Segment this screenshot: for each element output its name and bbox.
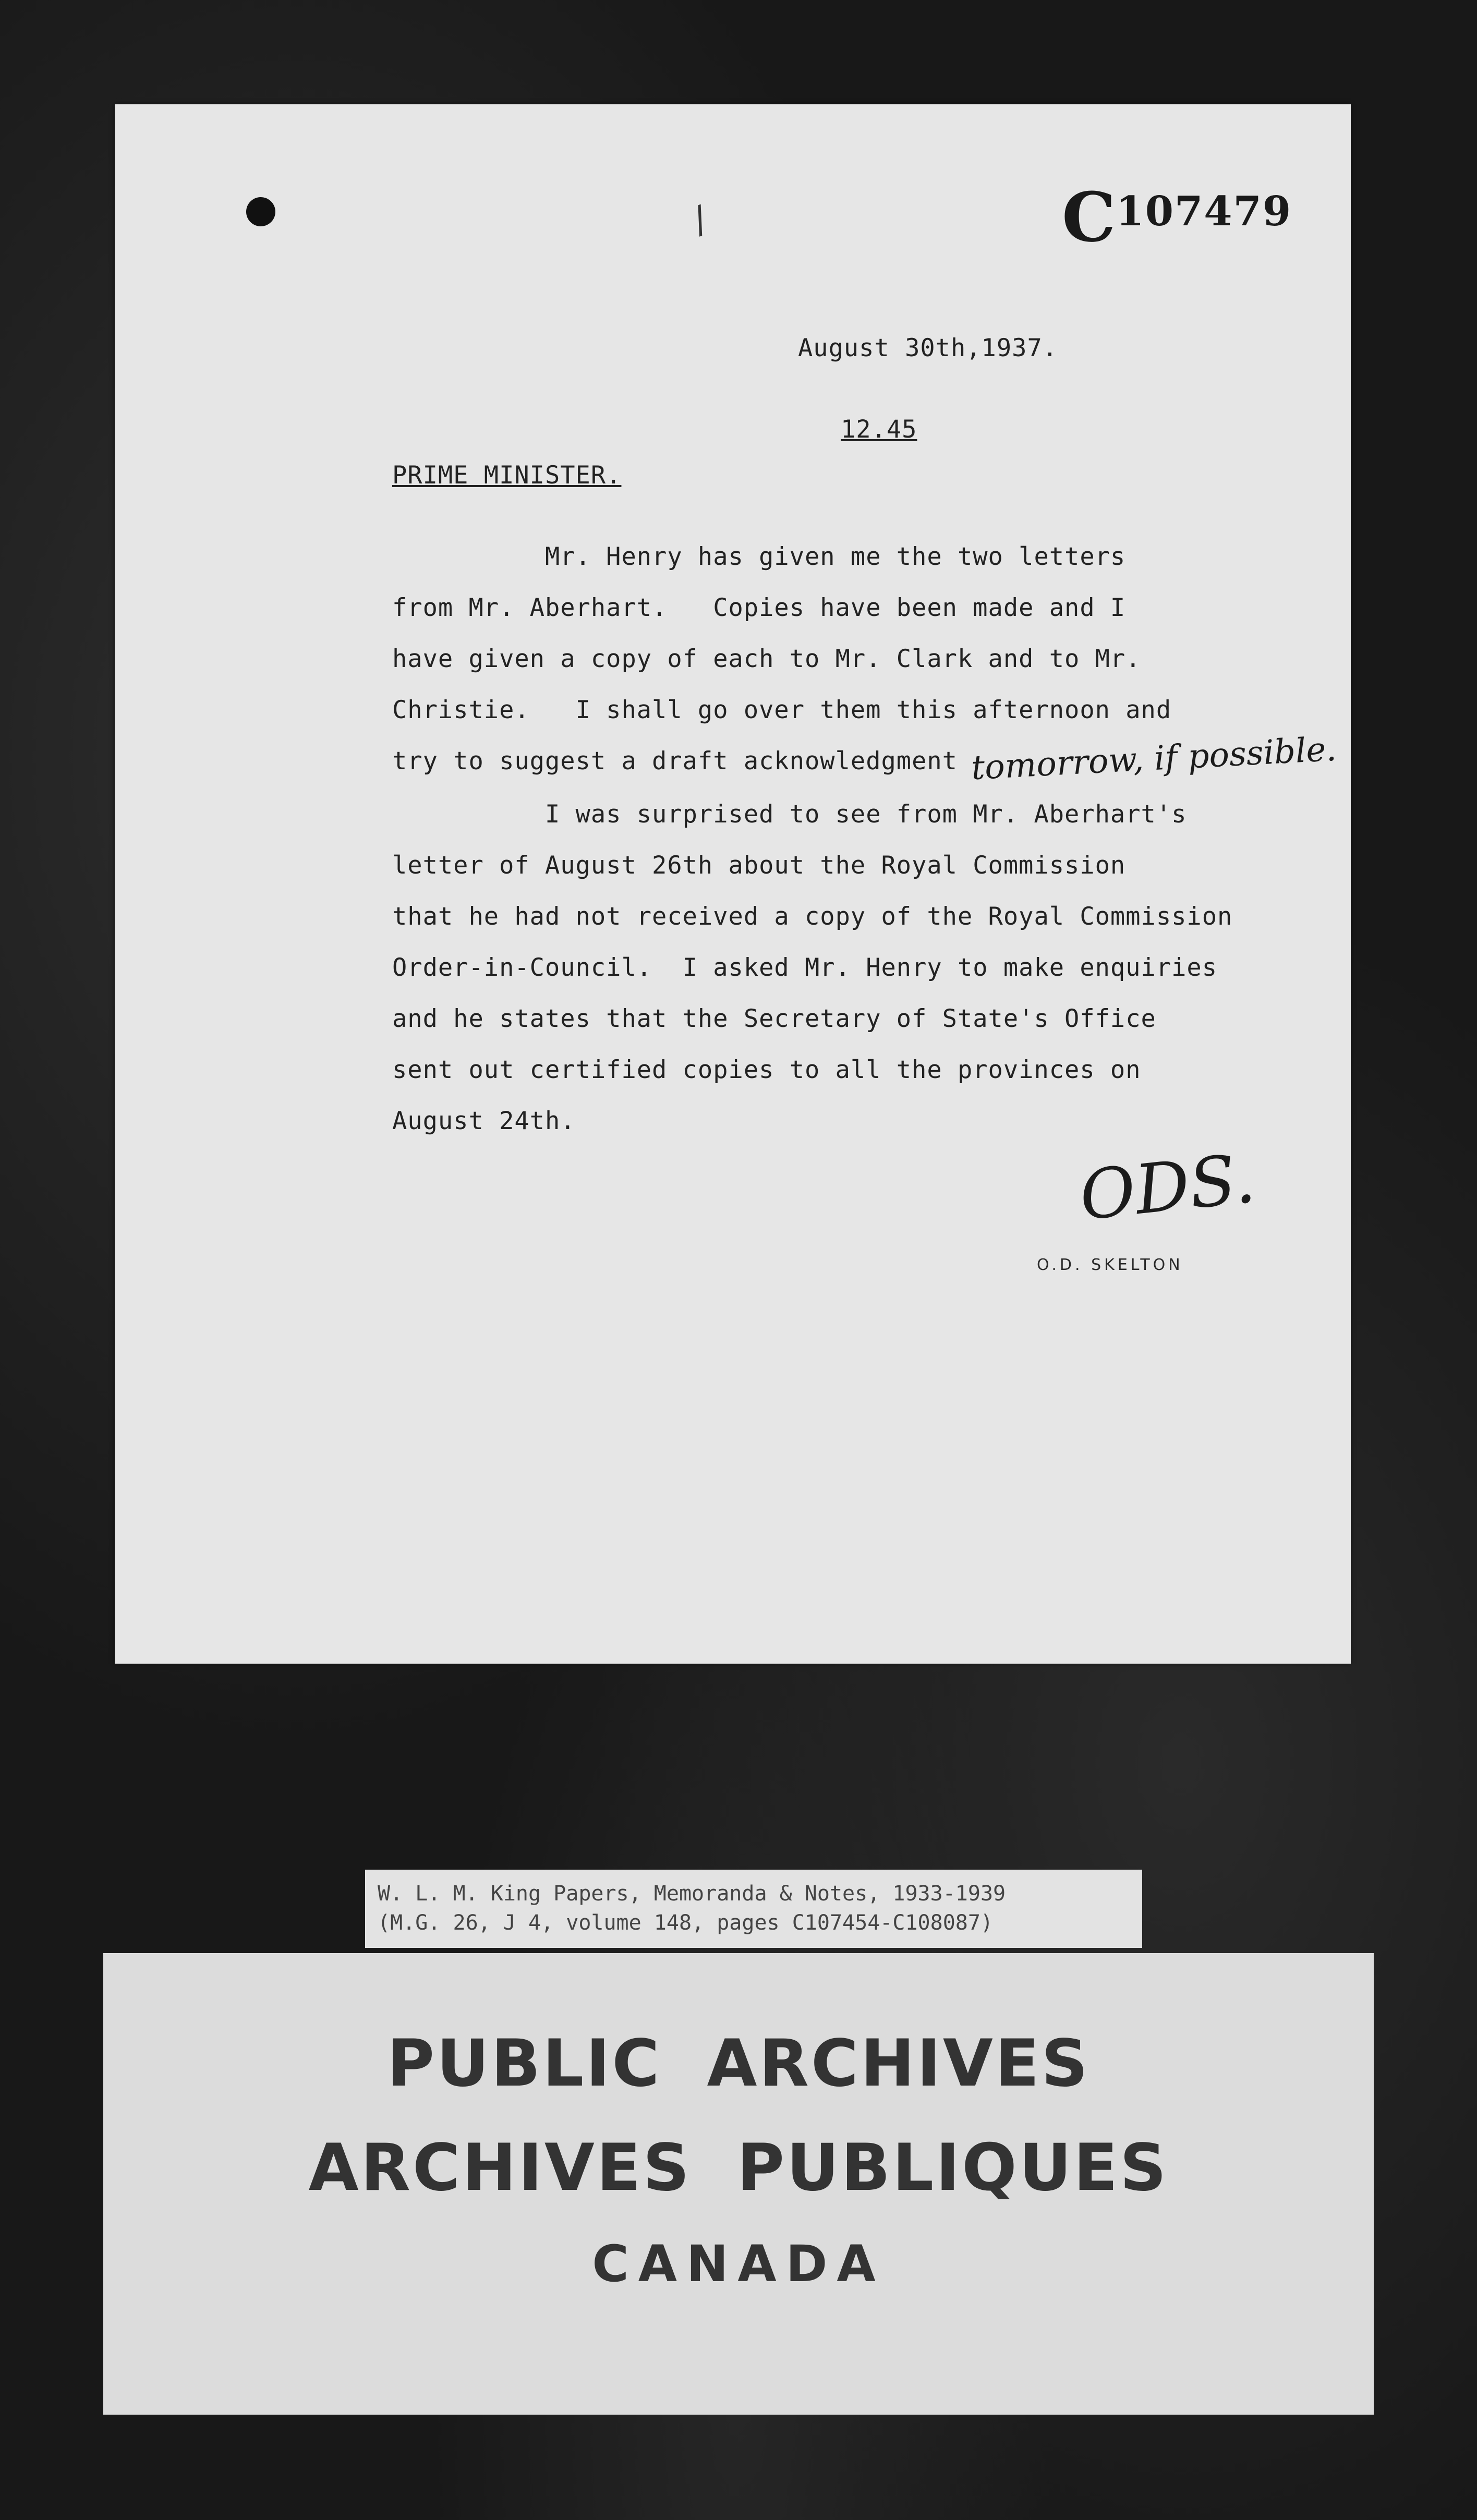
handwritten-initials: ODS. xyxy=(1075,1138,1259,1236)
archive-page-number xyxy=(1062,177,1292,257)
reference-line: (M.G. 26, J 4, volume 148, pages C107454-C108087) xyxy=(378,1911,994,1935)
archives-card-country: CANADA xyxy=(592,2235,885,2293)
body-line: and he states that the Secretary of State's Office xyxy=(392,1004,1156,1033)
body-line: sent out certified copies to all the provinces on xyxy=(392,1056,1141,1084)
pencil-tick-mark: / xyxy=(686,197,713,242)
archives-card-title-en: PUBLIC ARCHIVES xyxy=(387,2026,1090,2101)
body-line: letter of August 26th about the Royal Commission xyxy=(392,851,1126,880)
body-line: have given a copy of each to Mr. Clark and to Mr. xyxy=(392,645,1141,673)
signature-name: O.D. SKELTON xyxy=(1037,1256,1183,1274)
archive-number-prefix: C xyxy=(1062,177,1116,257)
body-line: I was surprised to see from Mr. Aberhart's xyxy=(392,800,1187,829)
reference-line: W. L. M. King Papers, Memoranda & Notes, 1933-1939 xyxy=(378,1882,1006,1906)
body-line: Mr. Henry has given me the two letters xyxy=(392,542,1126,571)
archive-number-digits: 107479 xyxy=(1116,188,1292,235)
memo-salutation: PRIME MINISTER. xyxy=(392,461,622,490)
memo-time: 12.45 xyxy=(841,415,917,444)
archives-canada-card xyxy=(103,1953,1374,2415)
body-line: try to suggest a draft acknowledgment xyxy=(392,747,958,776)
body-line: that he had not received a copy of the Royal Commission xyxy=(392,902,1233,931)
punch-hole xyxy=(246,197,275,226)
collection-reference-label xyxy=(365,1870,1142,1948)
memo-page xyxy=(115,104,1351,1664)
body-line: Order-in-Council. I asked Mr. Henry to make enquiries xyxy=(392,953,1218,982)
handwritten-insertion: tomorrow, if possible. xyxy=(970,730,1338,788)
memo-date: August 30th,1937. xyxy=(798,334,1058,362)
body-line: Christie. I shall go over them this afternoon and xyxy=(392,696,1172,724)
archives-card-title-fr: ARCHIVES PUBLIQUES xyxy=(308,2130,1169,2206)
body-line: from Mr. Aberhart. Copies have been made and I xyxy=(392,593,1126,622)
body-line: August 24th. xyxy=(392,1107,576,1135)
